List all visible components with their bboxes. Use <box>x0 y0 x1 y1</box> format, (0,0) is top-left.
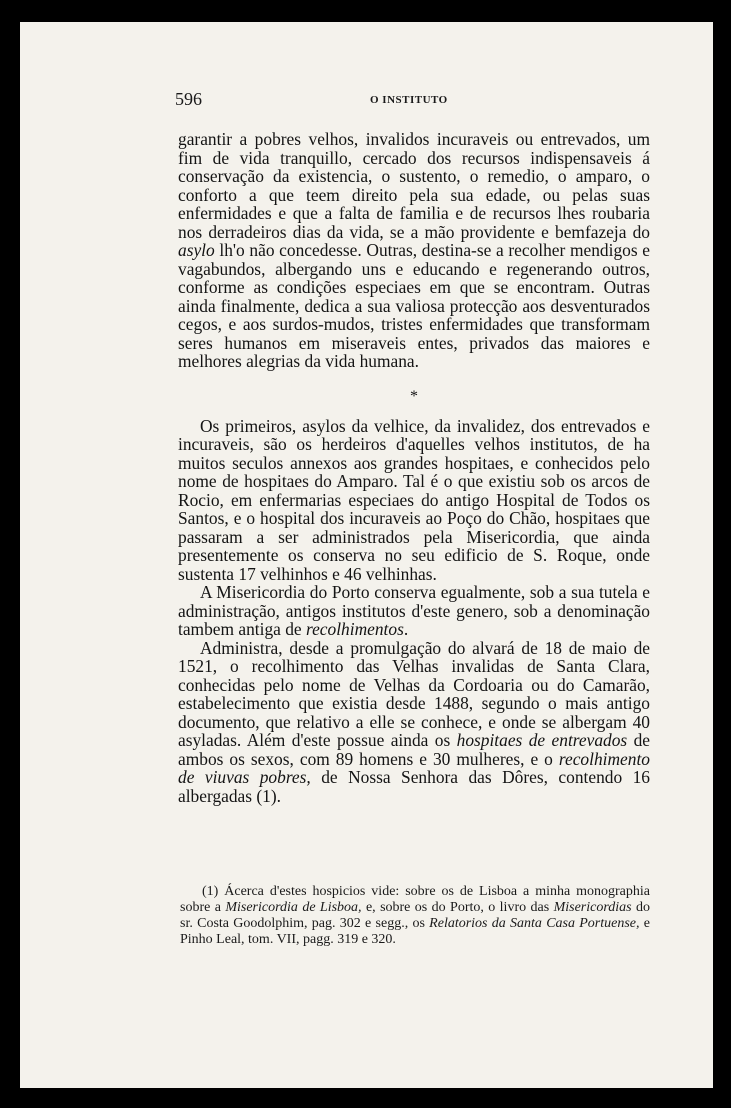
footnote-1: (1) Ácerca d'estes hospicios vide: sobre os de Lisboa a minha monographia sobre a Misericordia de Lisboa, e, sobre os do Porto, o livro das Misericordias do sr. Costa Goodolphim, pag. 302 e segg., os Relatorios da Santa Casa Portuense, e Pinho Leal, tom. VII, pagg. 319 e 320. <box>180 884 651 947</box>
running-head <box>175 89 515 111</box>
book-page <box>20 22 713 1088</box>
running-title: O INSTITUTO <box>370 94 448 106</box>
page-number: 596 <box>175 89 202 109</box>
paragraph-4: Administra, desde a promulgação do alvará de 18 de maio de 1521, o recolhimento das Velhas invalidas de Santa Clara, conhecidas pelo nome de Velhas da Cordoaria ou do Camarão, estabelecimento que existia desde 1488, segundo o mais antigo documento, que relativo a elle se conhece, e onde se albergam 40 asyladas. Além d'este possue ainda os hospitaes de entrevados de ambos os sexos, com 89 homens e 30 mulheres, e o recolhimento de viuvas pobres, de Nossa Senhora das Dôres, contendo 16 albergadas (1). <box>178 637 650 806</box>
body-text <box>178 130 650 805</box>
footnotes <box>180 884 650 948</box>
paragraph-2: Os primeiros, asylos da velhice, da invalidez, dos entrevados e incuraveis, são os herdeiros d'aquelles velhos institutos, de ha muitos seculos annexos aos grandes hospitaes, e conhecidos pelo nome de hospitaes do Amparo. Tal é o que existiu sob os arcos de Rocio, em enfermarias especiaes do antigo Hospital de Todos os Santos, e o hospital dos incuraveis ao Poço do Chão, hospitaes que passaram a ser administrados pela Misericordia, que ainda presentemente os conserva no seu edificio de S. Roque, onde sustenta 17 velhinhos e 46 velhinhas. <box>178 415 650 584</box>
section-separator: * <box>410 387 418 405</box>
paragraph-1: garantir a pobres velhos, invalidos incuraveis ou entrevados, um fim de vida tranquillo, cercado dos recursos indispensaveis á conservação da existencia, o sustento, o remedio, o amparo, o conforto a que teem direito pela sua edade, ou pelas suas enfermidades e que a falta de familia e de recursos lhes roubaria nos derradeiros dias da vida, se a mão providente e bemfazeja do asylo lh'o não concedesse. Outras, destina-se a recolher mendigos e vagabundos, albergando uns e educando e regenerando outros, conforme as condições especiaes em que se encontram. Outras ainda finalmente, dedica a sua valiosa protecção aos desventurados cegos, e aos surdos-mudos, tristes enfermidades que transformam seres humanos em miseraveis entes, privados das maiores e melhores alegrias da vida humana. <box>178 129 650 371</box>
paragraph-3: A Misericordia do Porto conserva egualmente, sob a sua tutela e administração, antigos institutos d'este genero, sob a denominação tambem antiga de recolhimentos. <box>178 582 650 639</box>
